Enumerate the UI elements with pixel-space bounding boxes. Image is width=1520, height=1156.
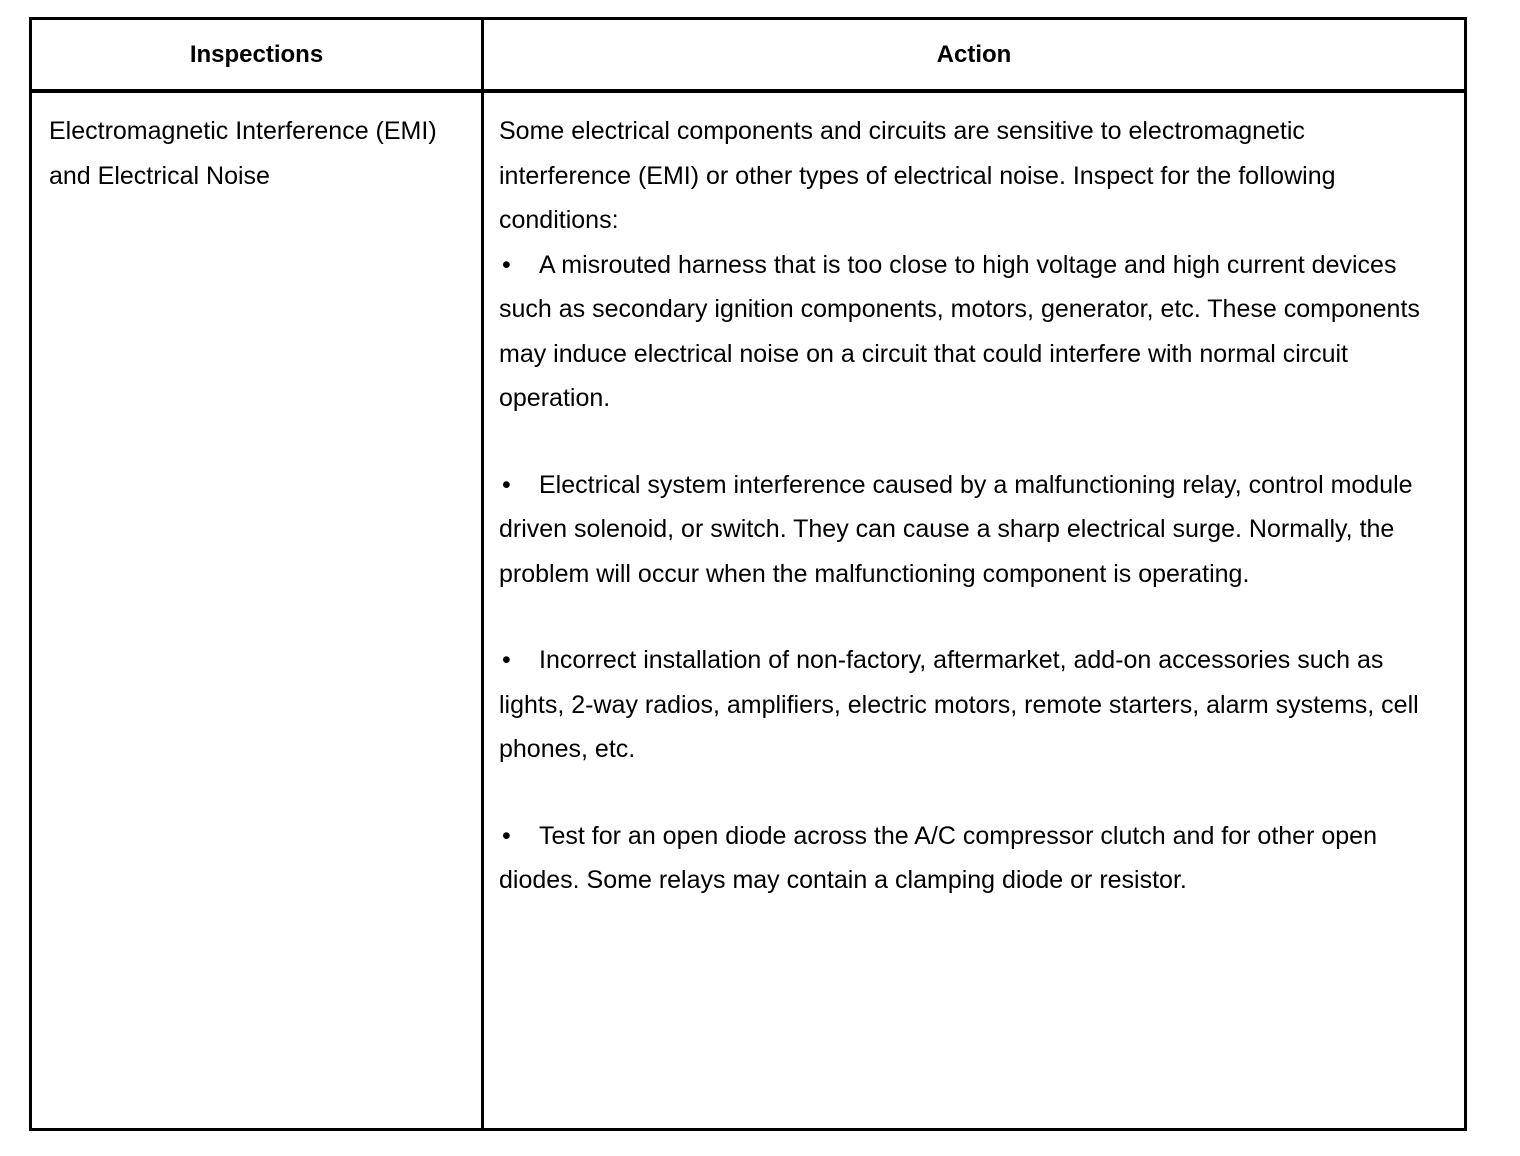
bullet-icon: • bbox=[502, 646, 511, 674]
header-inspections: Inspections bbox=[189, 40, 324, 68]
inspection-table bbox=[29, 17, 1467, 1131]
header-action: Action bbox=[936, 40, 1012, 68]
bullet-text: Test for an open diode across the A/C compressor clutch and for other open diodes. Some relays may contain a clamping diode or resistor. bbox=[499, 821, 1377, 894]
action-bullet-4 bbox=[499, 814, 1439, 903]
inspection-cell: Electromagnetic Interference (EMI) and Electrical Noise bbox=[49, 117, 437, 190]
action-bullet-2 bbox=[499, 463, 1439, 597]
column-divider bbox=[481, 20, 484, 1128]
action-intro: Some electrical components and circuits are sensitive to electromagnetic interference (EMI) or other types of electrical noise. Inspect for the following conditions: bbox=[499, 117, 1336, 234]
header-rule bbox=[32, 89, 1464, 93]
action-cell bbox=[499, 109, 1439, 903]
bullet-icon: • bbox=[502, 250, 511, 279]
action-bullet-1 bbox=[499, 243, 1439, 421]
bullet-text: A misrouted harness that is too close to high voltage and high current devices such as secondary ignition components, motors, generator, etc. These components may induce electrical noise on a circuit that could interfere with normal circuit operation. bbox=[499, 250, 1420, 412]
bullet-text: Electrical system interference caused by a malfunctioning relay, control module driven solenoid, or switch. They can cause a sharp electrical surge. Normally, the problem will occur when the malfunctioning component is operating. bbox=[499, 470, 1413, 588]
bullet-text: Incorrect installation of non-factory, aftermarket, add-on accessories such as lights, 2-way radios, amplifiers, electric motors, remote starters, alarm systems, cell phones, etc. bbox=[499, 646, 1419, 763]
bullet-icon: • bbox=[502, 470, 511, 499]
action-bullet-3 bbox=[499, 638, 1439, 772]
bullet-icon: • bbox=[502, 821, 511, 850]
